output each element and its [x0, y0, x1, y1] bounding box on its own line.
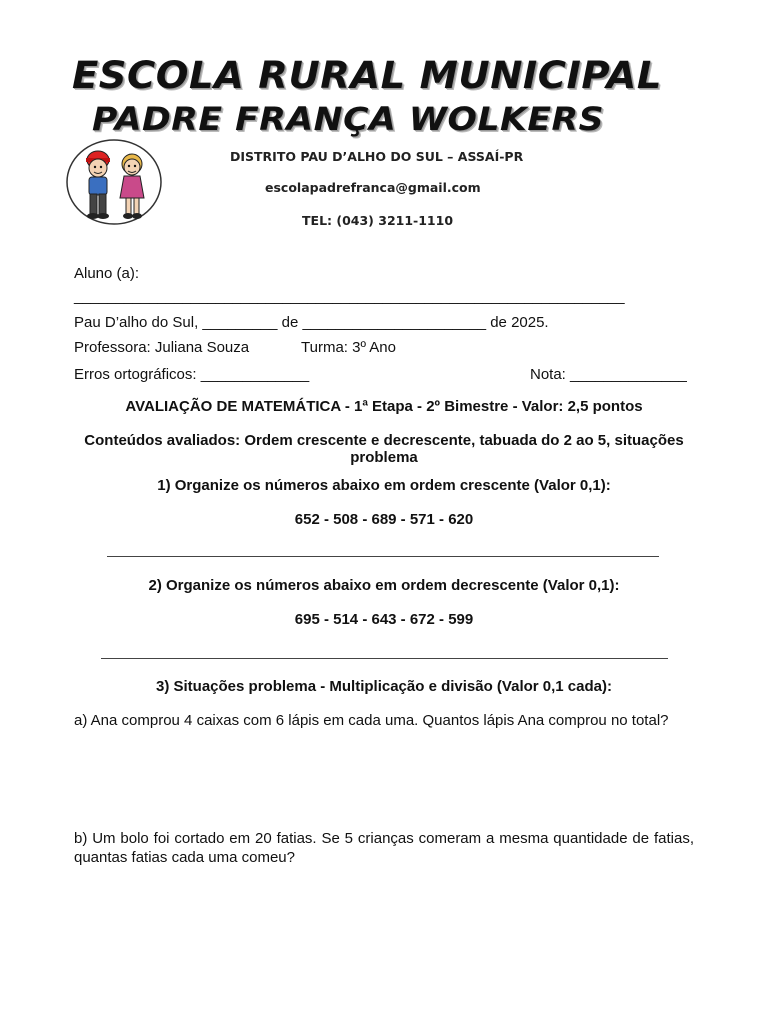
question-3a-text: a) Ana comprou 4 caixas com 6 lápis em cada uma. Quantos lápis Ana comprou no total?	[74, 712, 669, 729]
question-3-prompt: 3) Situações problema - Multiplicação e divisão (Valor 0,1 cada):	[156, 678, 612, 695]
exam-contents: Conteúdos avaliados: Ordem crescente e decrescente, tabuada do 2 ao 5, situações problema	[84, 432, 684, 466]
exam-title: AVALIAÇÃO DE MATEMÁTICA - 1ª Etapa - 2º Bimestre - Valor: 2,5 pontos	[125, 398, 643, 415]
question-1-answer-line[interactable]	[107, 556, 659, 557]
question-2-answer-line[interactable]	[101, 658, 668, 659]
question-2-prompt: 2) Organize os números abaixo em ordem decrescente (Valor 0,1):	[148, 577, 620, 594]
teacher-name: Professora: Juliana Souza	[74, 339, 250, 356]
school-district: DISTRITO PAU D’ALHO DO SUL – ASSAÍ-PR	[230, 149, 524, 164]
question-2-numbers: 695 - 514 - 643 - 672 - 599	[294, 611, 474, 628]
question-1-prompt: 1) Organize os números abaixo em ordem crescente (Valor 0,1):	[157, 477, 611, 494]
question-3b-text: b) Um bolo foi cortado em 20 fatias. Se 5 crianças comeram a mesma quantidade de fatias, quantas fatias cada uma comeu?	[74, 830, 694, 866]
school-phone: TEL: (043) 3211-1110	[302, 213, 454, 228]
question-1-numbers: 652 - 508 - 689 - 571 - 620	[294, 511, 474, 528]
children-logo-icon	[64, 138, 164, 226]
school-name-line1: ESCOLA RURAL MUNICIPAL	[72, 54, 662, 97]
student-name-label: Aluno (a):	[74, 265, 140, 282]
student-name-line[interactable]: __________________________________________________________________	[74, 288, 625, 305]
school-email: escolapadrefranca@gmail.com	[265, 180, 481, 195]
school-name-line2: PADRE FRANÇA WOLKERS	[92, 100, 605, 138]
date-line[interactable]: Pau D’alho do Sul, _________ de ______________________ de 2025.	[74, 314, 549, 331]
class-name: Turma: 3º Ano	[301, 339, 396, 356]
grade-field[interactable]: Nota: ______________	[530, 366, 687, 383]
spelling-errors-field[interactable]: Erros ortográficos: _____________	[74, 366, 310, 383]
